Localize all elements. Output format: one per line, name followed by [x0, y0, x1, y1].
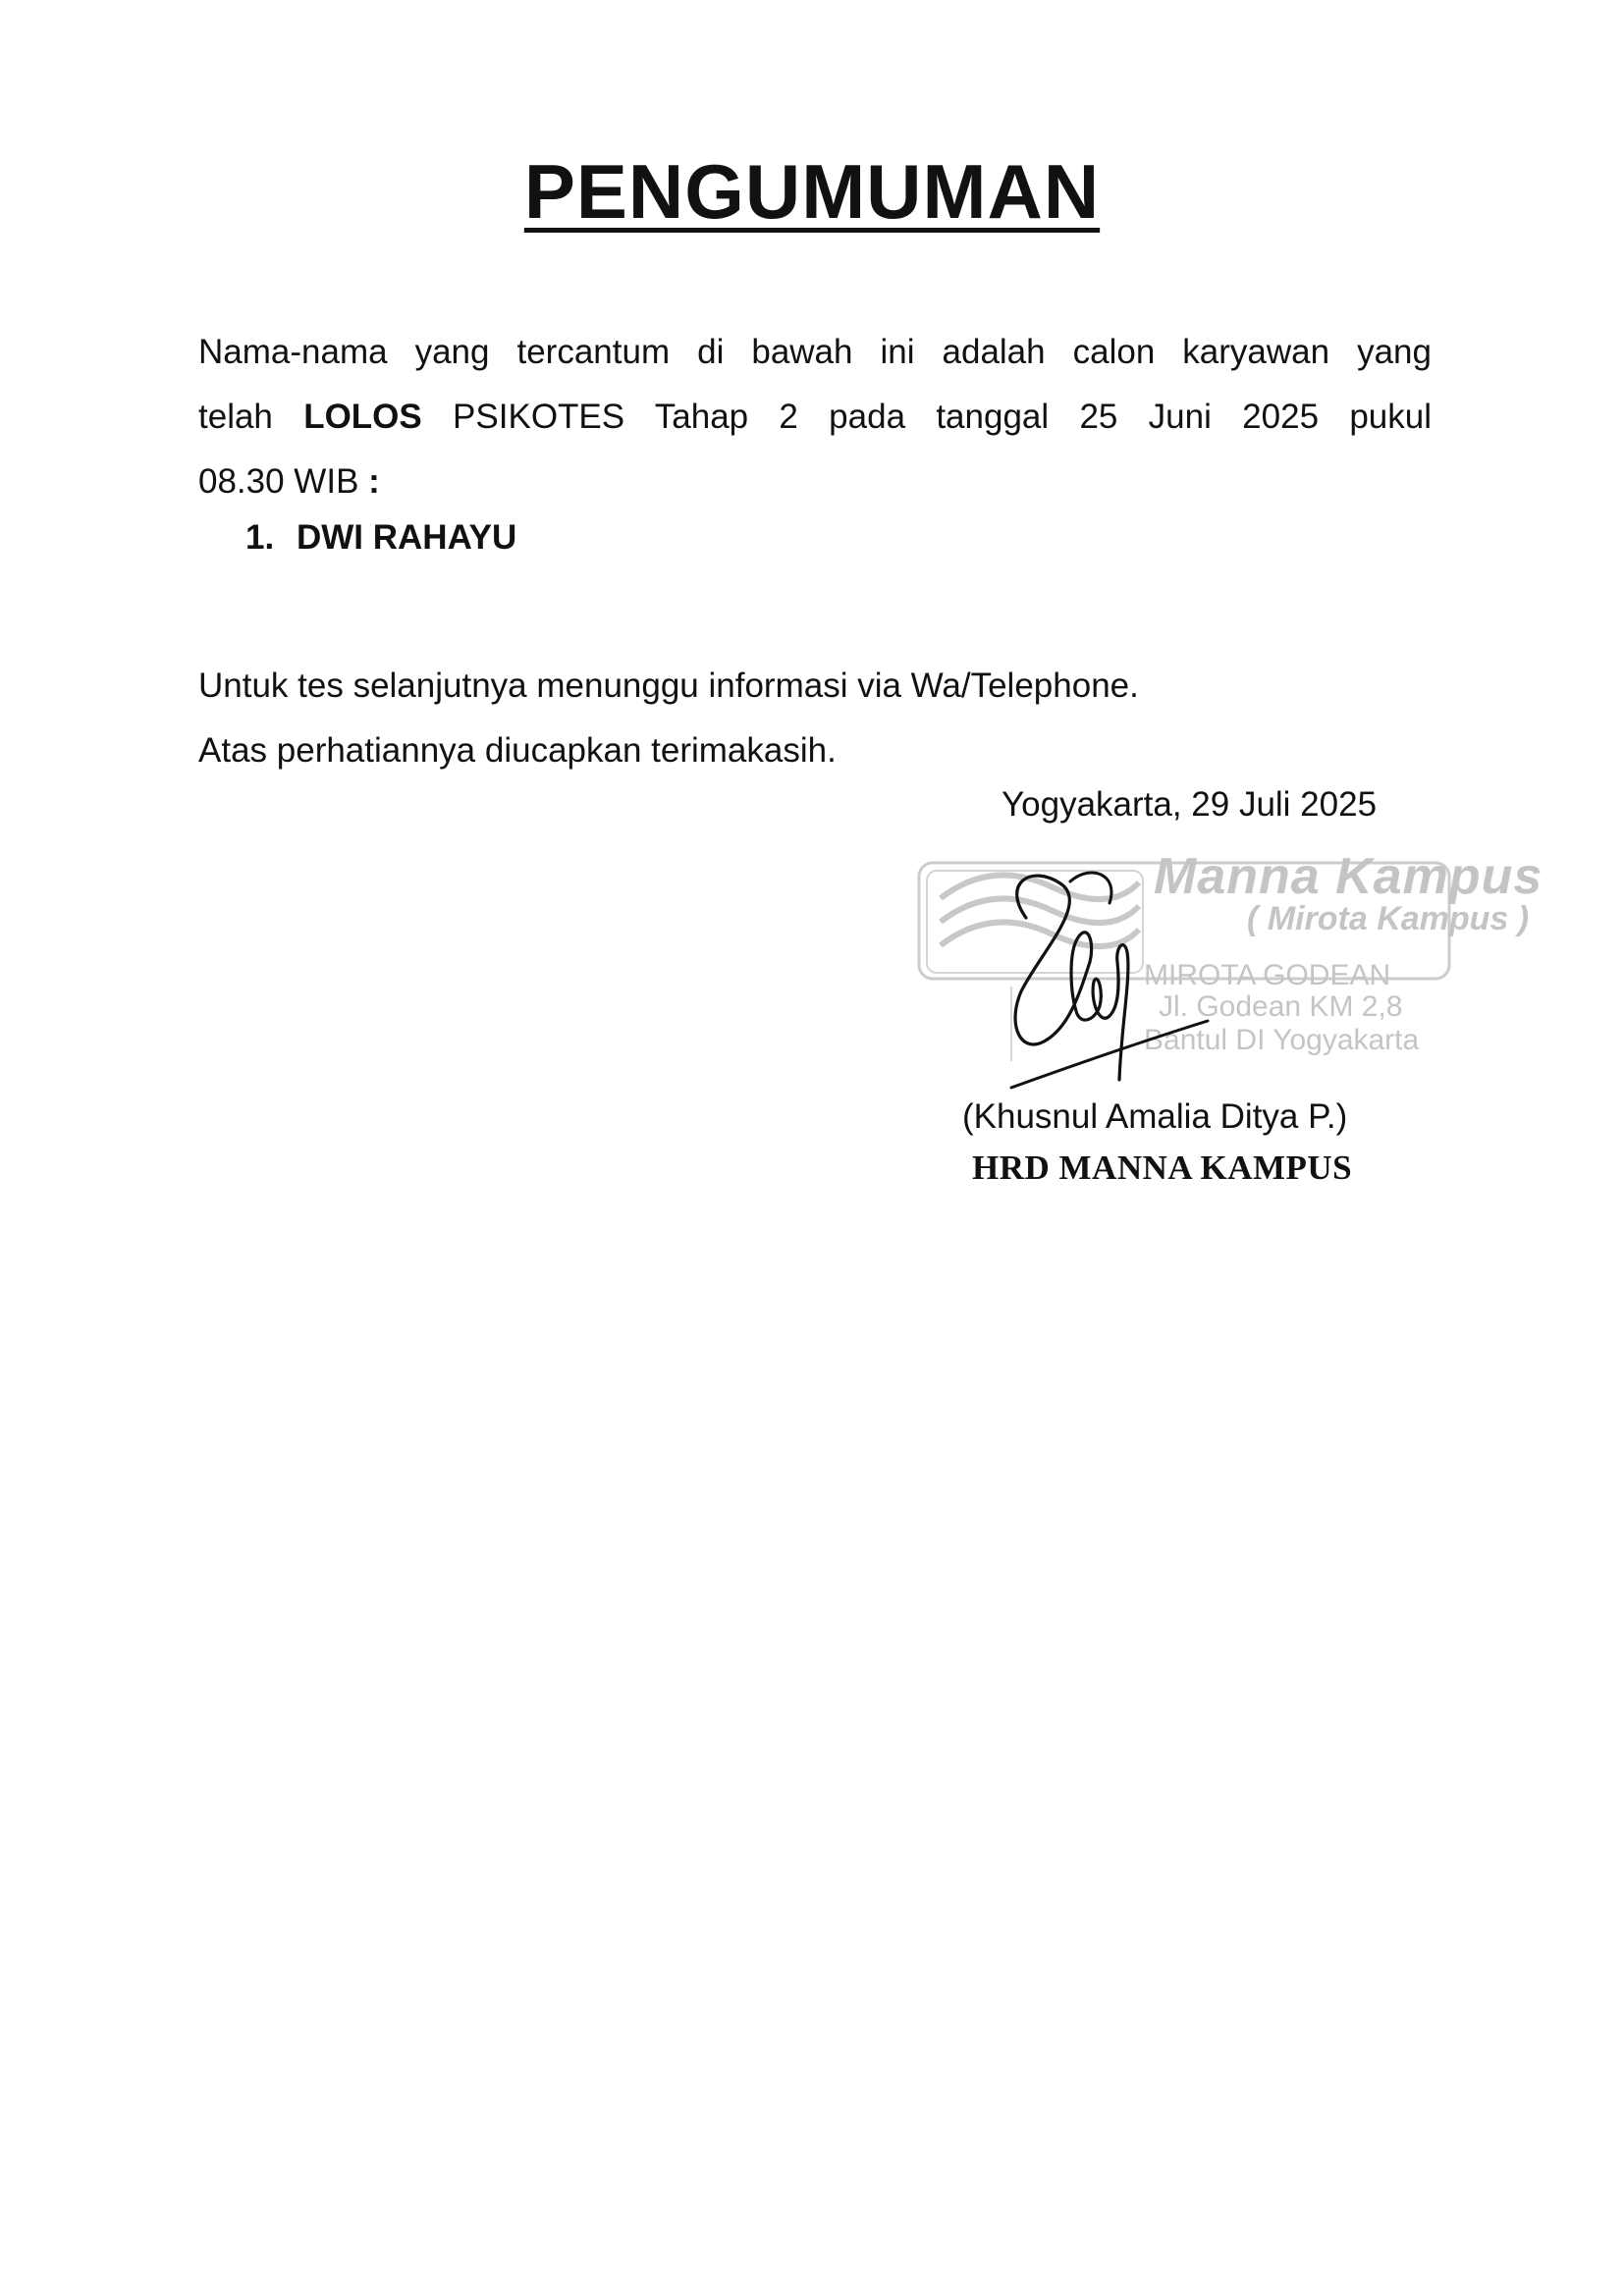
intro-paragraph [198, 320, 1432, 514]
closing-line-2: Atas perhatiannya diucapkan terimakasih. [198, 731, 837, 770]
intro-text: telah [198, 398, 304, 436]
list-number: 1. [245, 518, 275, 557]
intro-line-3 [198, 450, 1432, 514]
stamp-brand: Manna Kampus [1154, 848, 1543, 905]
stamp-line: Bantul DI Yogyakarta [1144, 1024, 1420, 1056]
intro-text: PSIKOTES Tahap 2 pada tanggal 25 Juni 2025 pukul [421, 398, 1433, 436]
handwritten-signature [972, 844, 1227, 1099]
intro-line-1: Nama-nama yang tercantum di bawah ini adalah calon karyawan yang [198, 333, 1432, 371]
intro-text: 08.30 WIB [198, 462, 369, 501]
intro-line-2 [198, 385, 1432, 450]
signer-name: (Khusnul Amalia Ditya P.) [962, 1097, 1348, 1136]
status-emphasis: LOLOS [303, 398, 422, 436]
colon: : [368, 462, 380, 501]
candidate-list [245, 518, 516, 558]
closing-paragraph [198, 654, 1139, 783]
list-item [245, 518, 516, 558]
candidate-name: DWI RAHAYU [297, 518, 517, 557]
stamp-line: MIROTA GODEAN [1144, 959, 1391, 991]
page-title: PENGUMUMAN [523, 148, 1101, 235]
signer-role: HRD MANNA KAMPUS [972, 1148, 1353, 1187]
stamp-subtitle: ( Mirota Kampus ) [1247, 900, 1530, 937]
place-date: Yogyakarta, 29 Juli 2025 [1001, 785, 1378, 824]
stamp-line: Jl. Godean KM 2,8 [1159, 990, 1403, 1023]
closing-line-1: Untuk tes selanjutnya menunggu informasi via Wa/Telephone. [198, 667, 1139, 705]
